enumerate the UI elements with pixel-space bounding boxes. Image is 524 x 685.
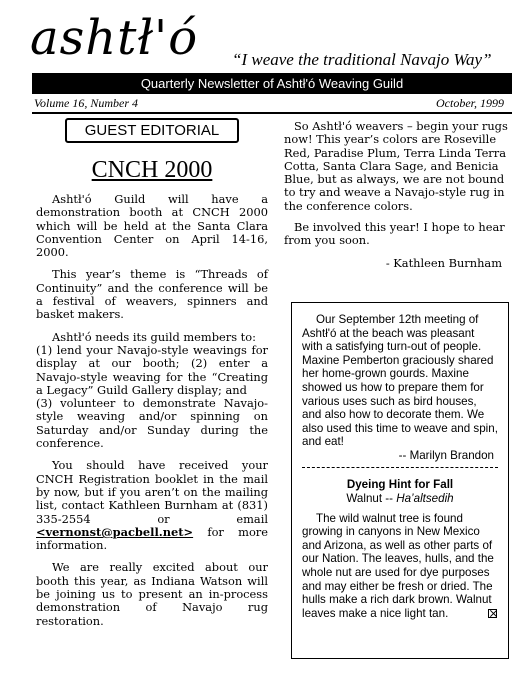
guest-editorial-label: GUEST EDITORIAL xyxy=(65,118,239,143)
right-column xyxy=(284,120,512,270)
email-link[interactable]: <vernonst@pacbell.net> xyxy=(36,524,194,539)
editorial-paragraph-1: Ashtł'ó Guild will have a demonstration booth at CNCH 2000 which will be held at the Santa Clara Convention Center on April 14-16, 2000. xyxy=(36,192,268,260)
paragraph-4-text: You should have received your CNCH Registration booklet in the mail by now, but if you aren’t on the mailing list, contact Kathleen Burnham at (831) 335-2554 or email xyxy=(36,458,268,526)
editorial-signature: - Kathleen Burnham xyxy=(385,255,502,270)
dyeing-hint-text xyxy=(302,512,498,621)
editorial-list-item-1: (1) lend your Navajo-style weavings for display at our booth; (2) enter a Navajo-style weaving for the “Creating a Legacy” Guild Gallery display; and xyxy=(36,342,268,397)
editorial-paragraph-3-intro: Ashtł'ó needs its guild members to: xyxy=(52,329,256,344)
editorial-paragraph-2: This year’s theme is “Threads of Continuity” and the conference will be a festival of weavers, spinners and basket makers. xyxy=(36,267,268,322)
editorial-column xyxy=(36,118,268,637)
editorial-paragraph-4 xyxy=(36,459,268,552)
editorial-paragraph-5: We are really excited about our booth this year, as Indiana Watson will be joining us to present an in-process demonstration of Navajo rug restoration. xyxy=(36,560,268,628)
hint-sub-navajo: Ha’altsedih xyxy=(396,491,454,505)
paragraph-4-tail: for more information. xyxy=(36,524,268,553)
dashed-divider xyxy=(302,467,498,468)
dyeing-hint-subtitle xyxy=(302,492,498,506)
header-rule xyxy=(32,112,512,114)
volume-number: Volume 16, Number 4 xyxy=(34,96,138,110)
end-of-article-icon xyxy=(488,609,497,618)
editorial-paragraph-7: Be involved this year! I hope to hear from you soon. xyxy=(284,220,505,248)
hint-text-body: The wild walnut tree is found growing in canyons in New Mexico and Arizona, as well as other parts of our Nation. The leaves, hulls, and the whole nut are used for dye purposes and may either be fresh or dried. The hulls make a rich dark brown. Walnut leaves make a nice light tan. xyxy=(302,511,494,620)
hint-sub-plain: Walnut -- xyxy=(346,491,397,505)
editorial-paragraph-6: So Ashtł'ó weavers – begin your rugs now! This year’s colors are Roseville Red, Paradise Plum, Terra Linda Terra Cotta, Santa Clara Sage, and Benicia Blue, but as always, we are not bound to try and weave a Navajo-style rug in the conference colors. xyxy=(284,119,508,213)
sidebar-box xyxy=(291,302,509,659)
newsletter-banner: Quarterly Newsletter of Ashtł'ó Weaving Guild xyxy=(32,73,512,94)
meeting-report: Our September 12th meeting of Ashtł'ó at the beach was pleasant with a satisfying turn-out of people. Maxine Pemberton graciously shared her home-grown gourds. Maxine showed us how to prepare them for various uses such as bird houses, and also how to decorate them. We also used this time to weave and spin, and eat! xyxy=(302,313,498,449)
editorial-list-item-2: (3) volunteer to demonstrate Navajo-style weaving and/or spinning on Saturday and/or Sunday during the conference. xyxy=(36,396,268,451)
meeting-signature: -- Marilyn Brandon xyxy=(398,448,494,462)
newsletter-title: ashtł'ó xyxy=(30,10,199,66)
dyeing-hint-title: Dyeing Hint for Fall xyxy=(346,477,454,491)
newsletter-tagline: “I weave the traditional Navajo Way” xyxy=(232,50,492,69)
article-headline: CNCH 2000 xyxy=(91,157,213,183)
issue-date: October, 1999 xyxy=(436,96,504,110)
